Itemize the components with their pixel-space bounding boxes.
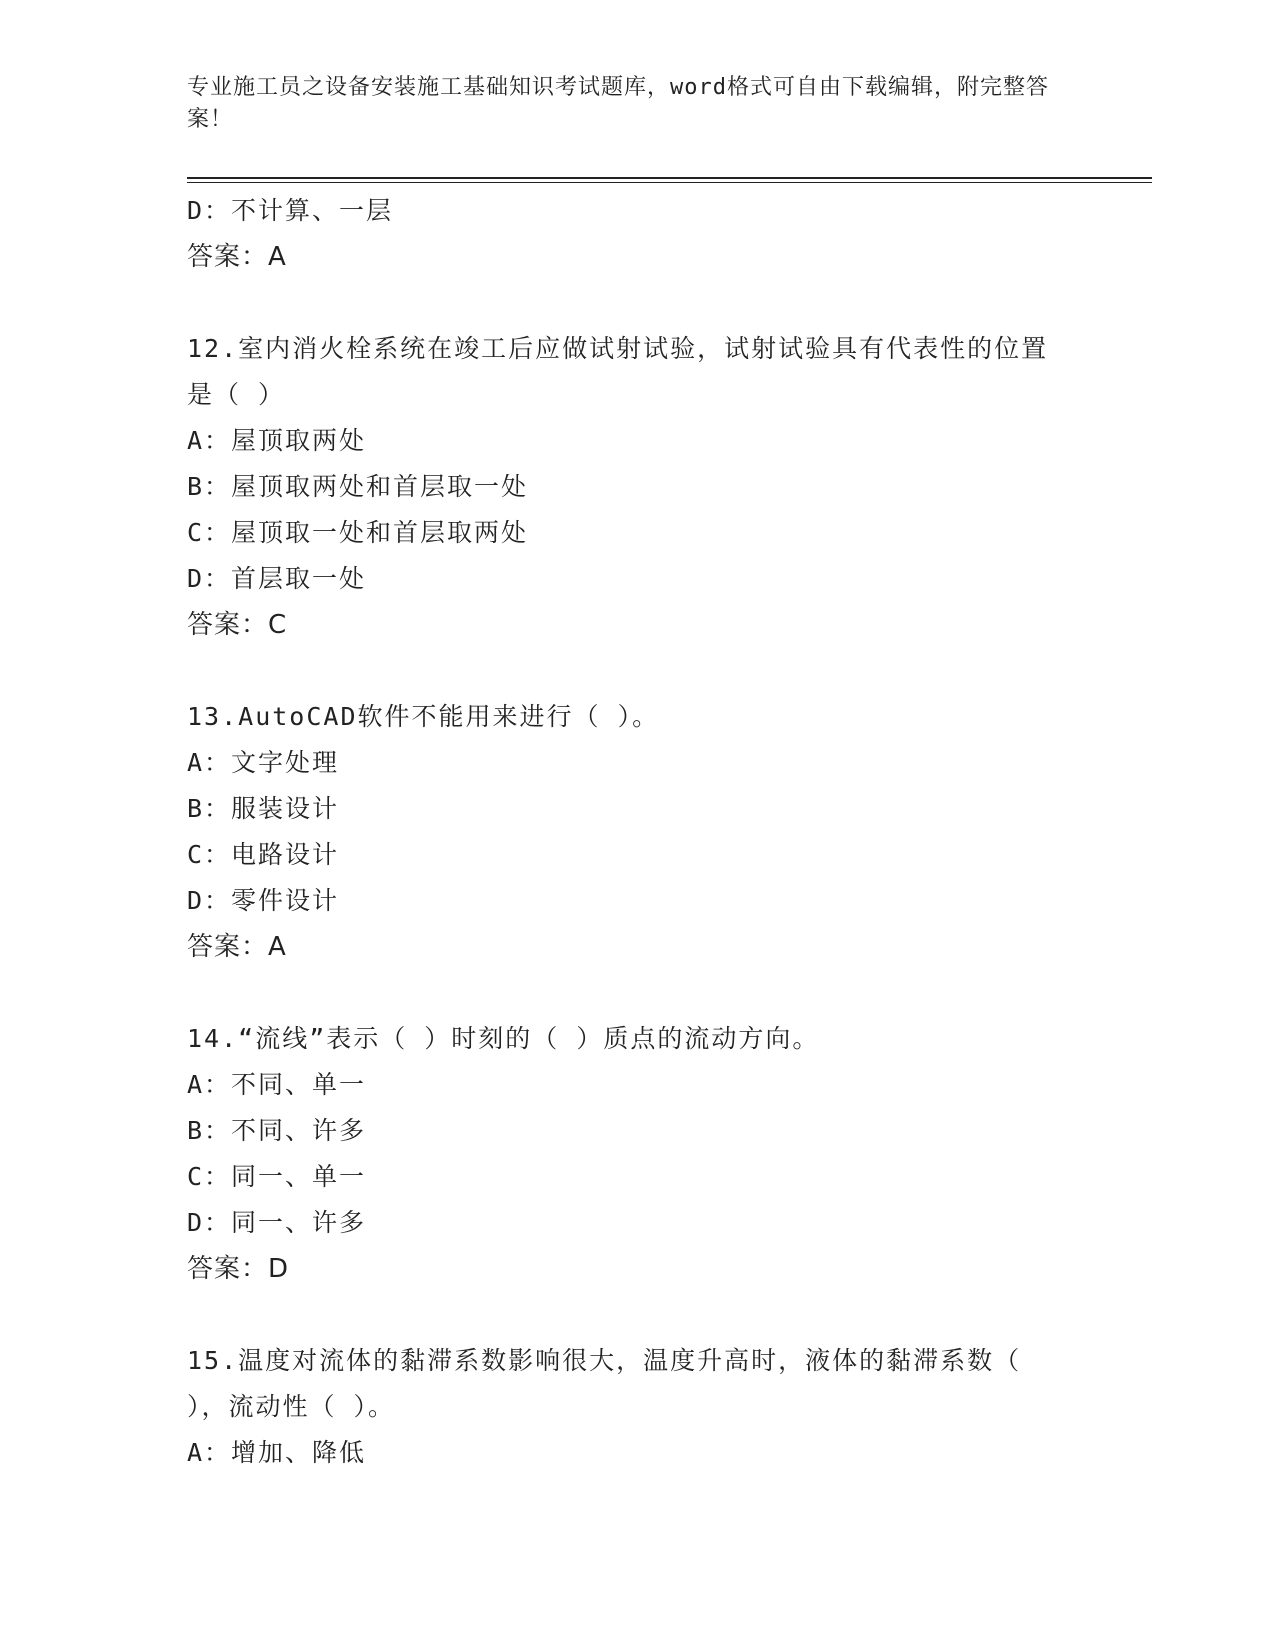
option-a: A：增加、降低 <box>187 1438 367 1467</box>
question-15 <box>187 1338 1067 1476</box>
question-text: 13.AutoCAD软件不能用来进行（ ）。 <box>187 702 660 731</box>
question-text: 15.温度对流体的黏滞系数影响很大，温度升高时，液体的黏滞系数（ ），流动性（ ）。 <box>187 1346 1022 1421</box>
option-a: A：屋顶取两处 <box>187 426 367 455</box>
header-divider-thin <box>187 182 1152 183</box>
question-14 <box>187 1016 1067 1292</box>
option-b: B：屋顶取两处和首层取一处 <box>187 472 529 501</box>
question-text: 14.“流线”表示（ ）时刻的（ ）质点的流动方向。 <box>187 1024 820 1053</box>
option-c: C：同一、单一 <box>187 1162 367 1191</box>
answer: 答案：D <box>187 1254 290 1284</box>
option-c: C：屋顶取一处和首层取两处 <box>187 518 529 547</box>
prev-answer: 答案：A <box>187 242 287 272</box>
answer: 答案：C <box>187 610 288 640</box>
option-b: B：不同、许多 <box>187 1116 367 1145</box>
header-divider-thick <box>187 177 1152 179</box>
option-d: D：首层取一处 <box>187 564 367 593</box>
question-list <box>187 188 1067 1476</box>
page-header: 专业施工员之设备安装施工基础知识考试题库，word格式可自由下载编辑，附完整答案！ <box>187 75 1049 132</box>
option-d: D：零件设计 <box>187 886 340 915</box>
option-c: C：电路设计 <box>187 840 340 869</box>
prev-option-d: D：不计算、一层 <box>187 196 394 225</box>
option-a: A：不同、单一 <box>187 1070 367 1099</box>
question-text: 12.室内消火栓系统在竣工后应做试射试验，试射试验具有代表性的位置是（ ） <box>187 334 1049 409</box>
option-a: A：文字处理 <box>187 748 340 777</box>
option-b: B：服装设计 <box>187 794 340 823</box>
option-d: D：同一、许多 <box>187 1208 367 1237</box>
question-13 <box>187 694 1067 970</box>
question-12 <box>187 326 1067 648</box>
answer: 答案：A <box>187 932 287 962</box>
